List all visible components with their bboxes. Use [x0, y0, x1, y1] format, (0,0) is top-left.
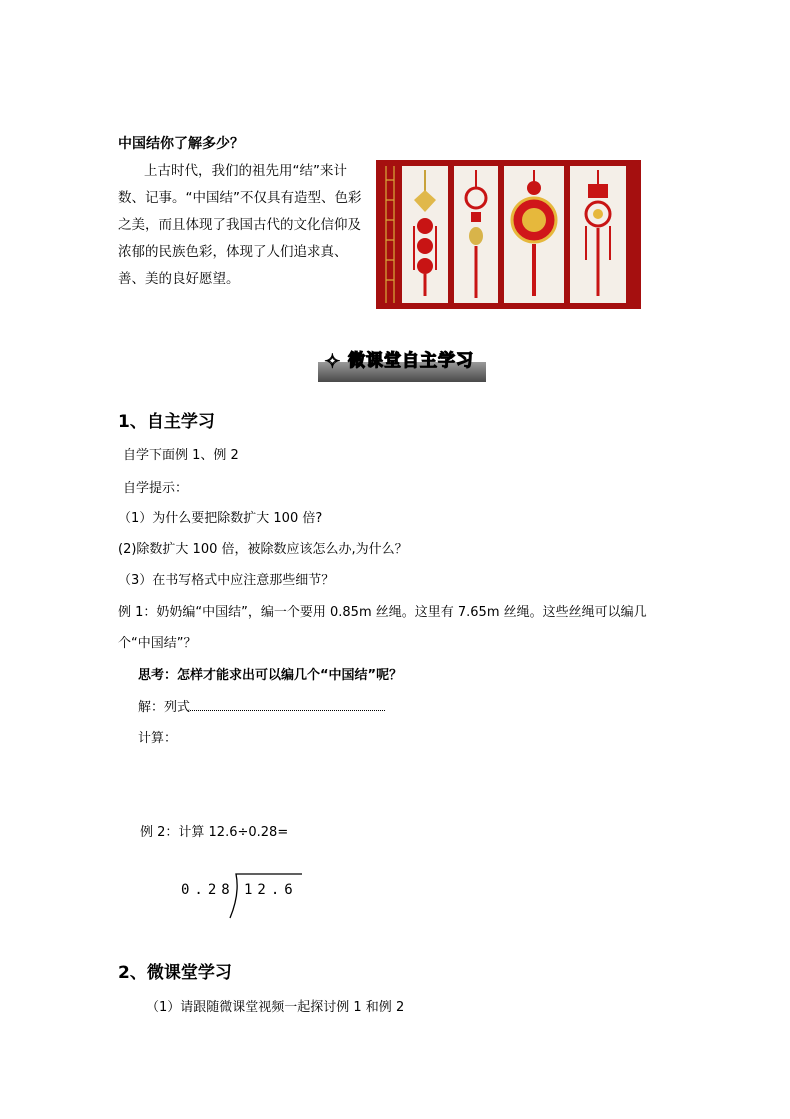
divisor: 0.28	[181, 882, 235, 898]
study-line: 自学下面例 1、例 2	[123, 448, 239, 463]
tip-3: （3）在书写格式中应注意那些细节？	[118, 573, 335, 588]
dividend: 12.6	[244, 882, 298, 898]
section1-heading: 1、自主学习	[118, 412, 215, 432]
example2: 例 2：计算 12.6÷0.28=	[140, 825, 289, 840]
think-question: 思考：怎样才能求出可以编几个“中国结”呢？	[138, 668, 403, 683]
chinese-knot-illustration	[376, 160, 641, 309]
chinese-knot-photo	[376, 160, 641, 309]
example1-line2: 个“中国结”？	[118, 636, 197, 651]
section2-heading: 2、微课堂学习	[118, 963, 232, 983]
sparkle-icon: ✧	[324, 349, 341, 373]
micro-class-banner	[318, 346, 486, 382]
intro-paragraph: 上古时代，我们的祖先用“结”来计数、记事。“中国结”不仅具有造型、色彩之美，而且体现了我国古代的文化信仰及浓郁的民族色彩，体现了人们追求真、善、美的良好愿望。	[118, 163, 362, 287]
solution-line	[138, 696, 385, 715]
tip-1: （1）为什么要把除数扩大 100 倍?	[118, 511, 323, 526]
solution-label: 解：列式	[138, 700, 191, 715]
tips-label: 自学提示：	[123, 481, 189, 496]
calc-label: 计算：	[138, 731, 178, 746]
tip-2: (2)除数扩大 100 倍，被除数应该怎么办,为什么？	[118, 542, 408, 557]
answer-blank[interactable]	[190, 699, 385, 711]
section2-item1: （1）请跟随微课堂视频一起探讨例 1 和例 2	[146, 1000, 405, 1015]
banner-title: 微课堂自主学习	[348, 351, 474, 371]
intro-title: 中国结你了解多少？	[118, 136, 244, 152]
example1-line1: 例 1：奶奶编“中国结”，编一个要用 0.85m 丝绳。这里有 7.65m 丝绳。这些丝绳可以编几	[118, 605, 647, 620]
